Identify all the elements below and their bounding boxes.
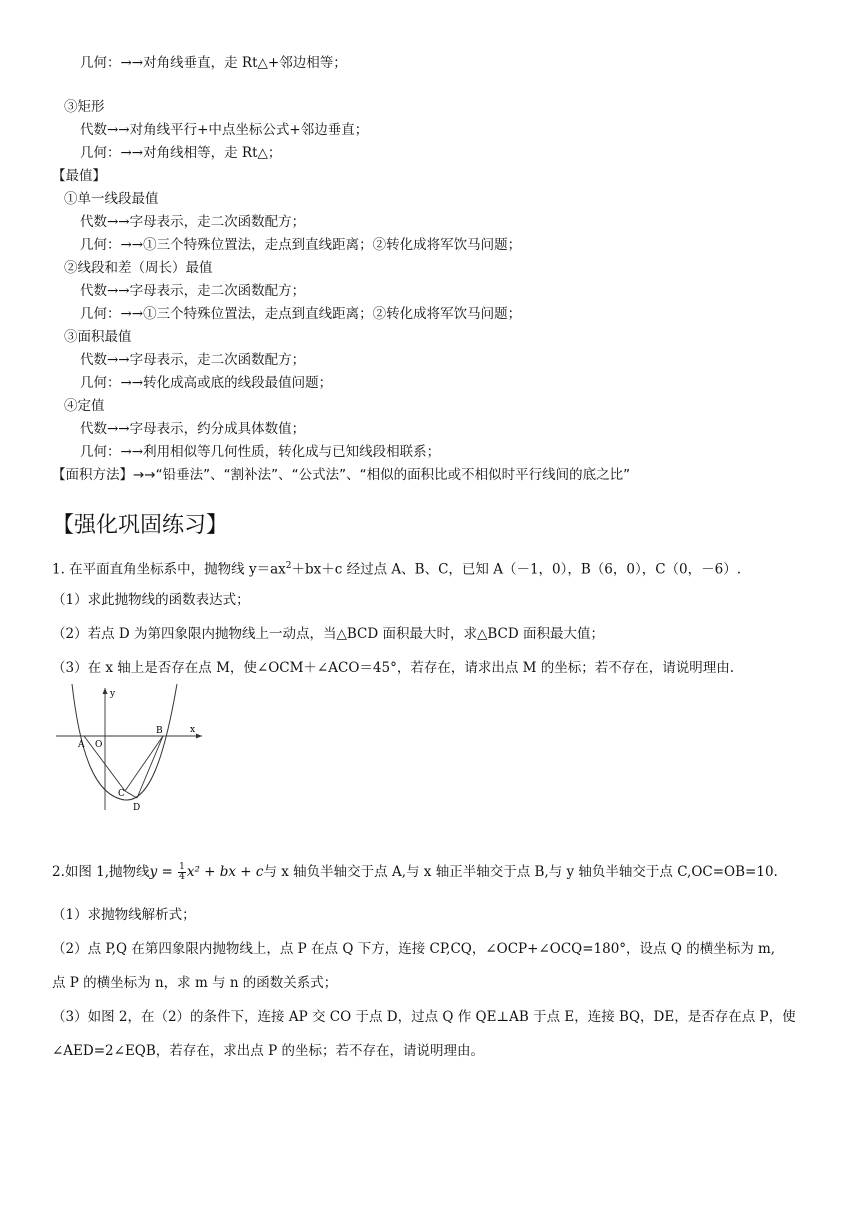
- text-line: ③面积最值: [64, 329, 132, 345]
- text-line: 代数→→字母表示，走二次函数配方；: [80, 352, 306, 368]
- parabola-curve: [72, 684, 177, 800]
- label-b: B: [156, 726, 163, 736]
- problem2-q3b: ∠AED=2∠EQB，若存在，求出点 P 的坐标；若不存在，请说明理由。: [52, 1043, 484, 1059]
- problem1-figure: [50, 684, 210, 814]
- text-line: ④定值: [64, 398, 105, 414]
- text-line: 几何：→→①三个特殊位置法，走点到直线距离；②转化成将军饮马问题；: [80, 237, 522, 253]
- segment-cd: [125, 791, 137, 798]
- heading-zuizhi: 【最值】: [52, 168, 106, 184]
- text-line: 几何：→→①三个特殊位置法，走点到直线距离；②转化成将军饮马问题；: [80, 306, 522, 322]
- segment-cb: [125, 736, 163, 791]
- problem2-q2b: 点 P 的横坐标为 n，求 m 与 n 的函数关系式；: [52, 975, 338, 991]
- section-title: 【强化巩固练习】: [52, 513, 229, 538]
- text-line: ①单一线段最值: [64, 191, 159, 207]
- text-line: 代数→→字母表示，约分成具体数值；: [80, 421, 306, 437]
- text-line: 几何：→→利用相似等几何性质，转化成与已知线段相联系；: [80, 444, 441, 460]
- label-x: x: [190, 725, 196, 735]
- problem2-q2a: （2）点 P,Q 在第四象限内抛物线上，点 P 在点 Q 下方，连接 CP,CQ，∠OCP+∠OCQ=180°，设点 Q 的横坐标为 m,: [52, 941, 776, 957]
- text-line: ③矩形: [64, 99, 105, 115]
- problem2-stem: 2.如图 1,抛物线y = $\frac{1}{4}$ x² + bx + c与 x 轴负半轴交于点 A,与 x 轴正半轴交于点 B,与 y 轴负半轴交于点 C,OC=OB=10.: [52, 862, 778, 882]
- problem2-q3a: （3）如图 2，在（2）的条件下，连接 AP 交 CO 于点 D，过点 Q 作 QE⊥AB 于点 E，连接 BQ，DE，是否存在点 P，使: [52, 1009, 796, 1025]
- label-a: A: [78, 740, 85, 750]
- label-o: O: [95, 740, 103, 750]
- label-c: C: [118, 789, 125, 799]
- text-line: 代数→→字母表示，走二次函数配方；: [80, 214, 306, 230]
- text-line: 代数→→字母表示，走二次函数配方；: [80, 283, 306, 299]
- segment-ca: [84, 736, 125, 791]
- text-line: 几何：→→转化成高或底的线段最值问题；: [80, 375, 333, 391]
- text-line: ②线段和差（周长）最值: [64, 260, 213, 276]
- segment-db: [137, 736, 163, 798]
- text-line: 代数→→对角线平行+中点坐标公式+邻边垂直；: [80, 122, 369, 138]
- problem1-q3: （3）在 x 轴上是否存在点 M，使∠OCM＋∠ACO＝45°，若存在，请求出点 M 的坐标；若不存在，请说明理由.: [52, 660, 735, 676]
- problem1-q1: （1）求此抛物线的函数表达式；: [52, 592, 250, 608]
- text-line: 几何：→→对角线相等，走 Rt△；: [80, 145, 282, 161]
- heading-area-method: 【面积方法】→→“铅垂法”、“割补法”、“公式法”、“相似的面积比或不相似时平行线间的底之比”: [52, 467, 631, 483]
- label-d: D: [133, 803, 141, 813]
- problem2-q1: （1）求抛物线解析式；: [52, 907, 196, 923]
- label-y: y: [110, 689, 116, 699]
- problem1-stem: 1. 在平面直角坐标系中，抛物线 $y=ax^2+bx+c$ 经过点 A、B、C，已知 A（－1，0），B（6，0），C（0，－6）.: [52, 561, 742, 578]
- text-line: 几何：→→对角线垂直，走 Rt△+邻边相等；: [80, 55, 347, 71]
- problem1-q2: （2）若点 D 为第四象限内抛物线上一动点，当△BCD 面积最大时，求△BCD 面积最大值；: [52, 626, 604, 642]
